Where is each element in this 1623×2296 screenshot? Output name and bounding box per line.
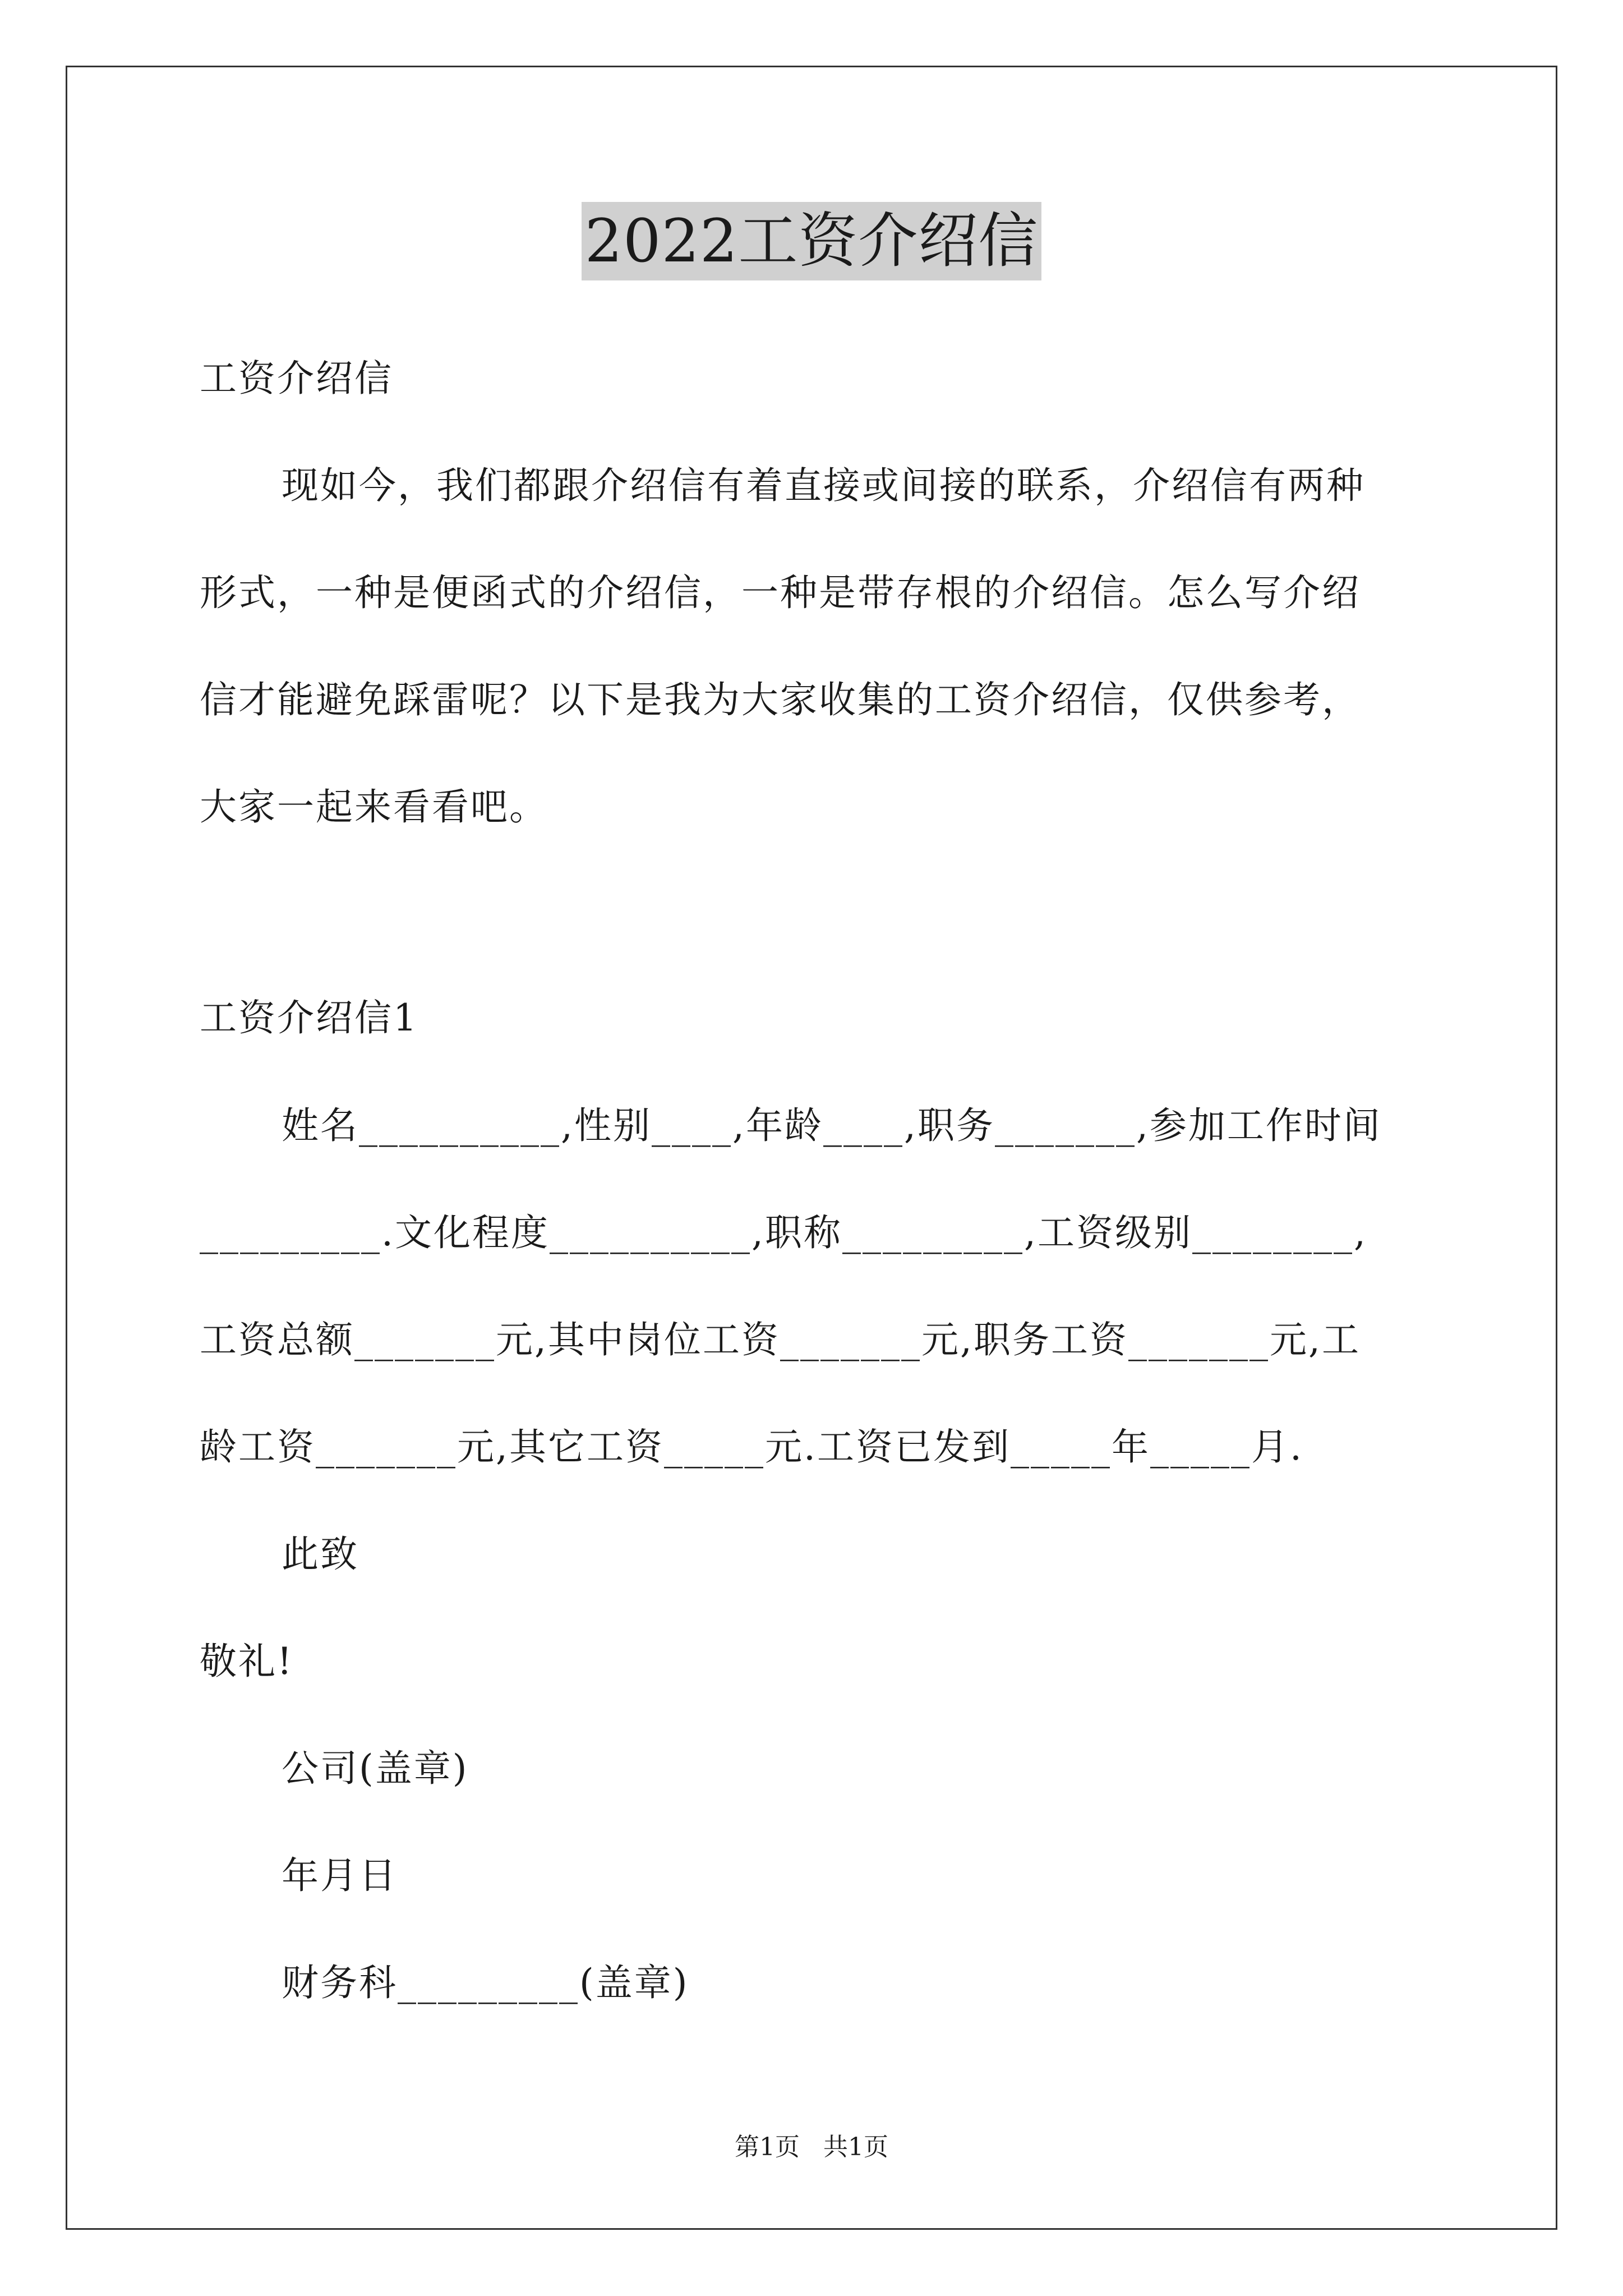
finance-stamp: 财务科_________(盖章) [282,1961,689,2004]
intro-line-2: 形式，一种是便函式的介绍信，一种是带存根的介绍信。怎么写介绍 [200,571,1361,614]
page-footer: 第1页 共1页 [735,2133,888,2161]
heading: 工资介绍信 [200,357,393,400]
body-line-4: 龄工资_______元,其它工资_____元.工资已发到_____年_____月. [200,1425,1303,1469]
body-line-1: 姓名__________,性别____,年龄____,职务_______,参加工作时间 [282,1104,1382,1147]
intro-line-3: 信才能避免踩雷呢？以下是我为大家收集的工资介绍信，仅供参考， [200,678,1361,721]
company-stamp: 公司(盖章) [282,1747,469,1790]
section-title: 工资介绍信1 [200,996,418,1039]
title-container [0,202,1623,280]
salute: 敬礼! [200,1640,294,1683]
date-line: 年月日 [282,1854,398,1897]
intro-line-4: 大家一起来看看吧。 [200,785,548,829]
body-line-3: 工资总额_______元,其中岗位工资_______元,职务工资_______元,工 [200,1318,1361,1361]
closing: 此致 [282,1533,359,1576]
body-line-2: _________.文化程度__________,职称_________,工资级别________, [200,1211,1367,1254]
document-title: 2022工资介绍信 [582,202,1042,280]
intro-line-1: 现如今，我们都跟介绍信有着直接或间接的联系，介绍信有两种 [282,464,1365,507]
